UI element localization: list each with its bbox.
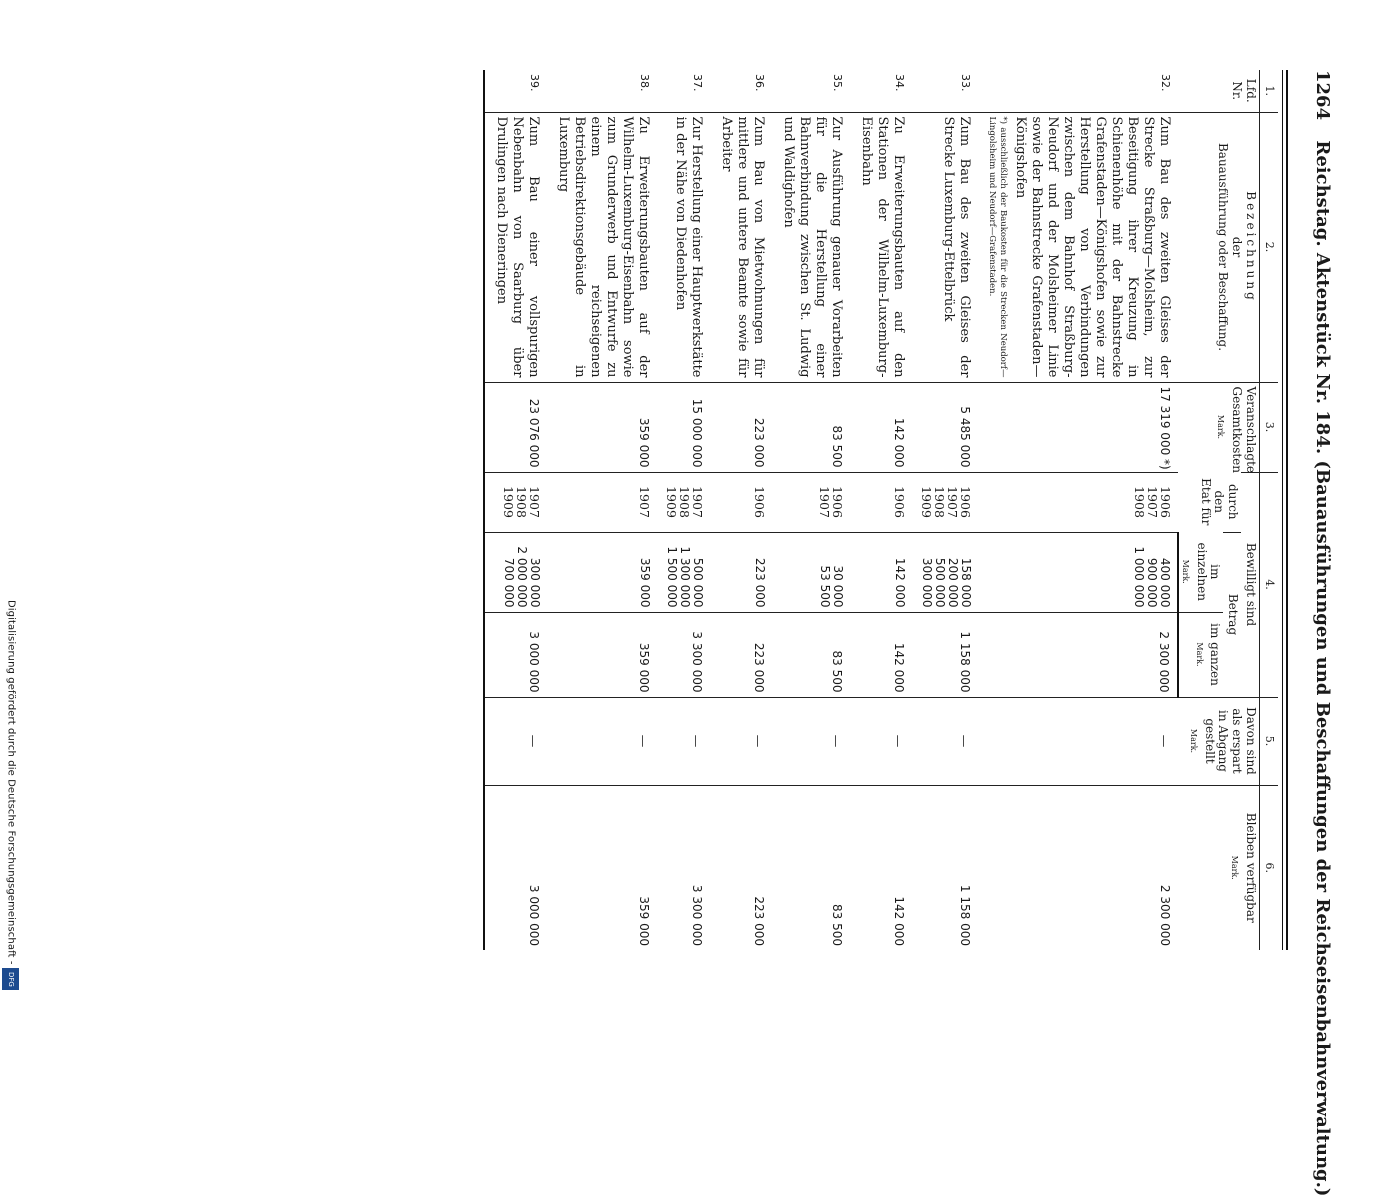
table-row (657, 70, 710, 950)
row-amount: 1 500 000 (664, 546, 679, 608)
row-years (484, 472, 547, 532)
row-description-text: Zum Bau des zweiten Gleises der Strecke Luxemburg-Ettelbrück (940, 116, 972, 378)
table-row (710, 70, 772, 950)
table-bottom-rule-cell (475, 70, 484, 950)
row-total-approved: 2 300 000 (978, 612, 1178, 697)
row-available: 223 000 (710, 785, 772, 950)
table-row (912, 70, 978, 950)
header-gesamtkosten (1178, 382, 1260, 472)
row-number: 38. (637, 74, 651, 92)
row-amount: 359 000 (637, 557, 652, 608)
header-bewilligt: Bewilligt sind (1241, 472, 1259, 697)
header-im-ganzen-label: im ganzen (1208, 623, 1223, 686)
row-available: 359 000 (547, 785, 657, 950)
col-number-5: 5. (1260, 697, 1279, 785)
row-description (657, 112, 710, 382)
row-available: 2 300 000 (978, 785, 1178, 950)
row-year: 1906 (957, 486, 973, 518)
header-gesamtkosten-label: Veranschlagte Gesamtkosten (1230, 386, 1258, 474)
row-available: 83 500 (772, 785, 850, 950)
row-number: 32. (1158, 74, 1172, 92)
row-total-cost: 23 076 000 (484, 382, 547, 472)
unit-label: Mark. (1216, 414, 1226, 440)
row-amounts (772, 532, 850, 612)
row-years (772, 472, 850, 532)
row-footnote: *) ausschließlich der Baukosten für die Strecken Neudorf—Lingolsheim und Neudorf—Grafenstaden. (986, 116, 1008, 378)
header-bezeichnung-line1: Bezeichnung (1244, 191, 1258, 303)
row-total-cost: 17 319 000 *) (978, 382, 1178, 472)
header-verfuegbar-label: Bleiben verfügbar (1244, 812, 1258, 923)
row-saved: — (850, 697, 912, 785)
row-year: 1906 (891, 486, 907, 518)
row-description-text: Zum Bau des zweiten Gleises der Strecke Straßburg—Molsheim, zur Beseitigung ihrer Kreuzung in Schienenhöhe mit der Bahnstrecke Grafenstaden—Königshofen sowie zur Herstellung von Verbindungen zwischen dem Bahnhof Straßburg-Neudorf und der Molsheimer Linie sowie der Bahnstrecke Grafenstaden—Königshofen (1012, 116, 1172, 378)
row-available: 1 158 000 (912, 785, 978, 950)
row-year: 1906 (1157, 486, 1173, 518)
row-description-text: Zum Bau von Mietwohnungen für mittlere und untere Beamte sowie für Arbeiter (718, 116, 766, 378)
row-available: 3 300 000 (657, 785, 710, 950)
row-description (710, 112, 772, 382)
row-amount: 200 000 (945, 557, 960, 608)
row-amounts (850, 532, 912, 612)
col-number-4: 4. (1260, 472, 1279, 697)
row-amount: 53 500 (817, 565, 832, 608)
row-saved: — (547, 697, 657, 785)
table-row (772, 70, 850, 950)
row-year: 1908 (1131, 486, 1147, 518)
dfg-logo-icon: DFG (2, 968, 19, 990)
row-amount: 1 300 000 (677, 546, 692, 608)
row-description (912, 112, 978, 382)
table-bottom-rule (475, 70, 484, 950)
row-amounts (912, 532, 978, 612)
row-description (978, 112, 1178, 382)
row-years (912, 472, 978, 532)
page-header (1304, 70, 1340, 1196)
row-total-cost: 359 000 (547, 382, 657, 472)
table-row (484, 70, 547, 950)
row-amount: 223 000 (752, 557, 767, 608)
unit-label: Mark. (1180, 559, 1190, 584)
row-amount: 142 000 (892, 557, 907, 608)
row-years (547, 472, 657, 532)
row-amounts (657, 532, 710, 612)
row-description-text: Zu Erweiterungsbauten auf der Wilhelm-Luxemburg-Eisenbahn sowie zum Grunderwerb und Entwurfe zu einem reichseigenen Betriebsdirektionsgebäude in Luxemburg (555, 116, 651, 378)
row-available: 142 000 (850, 785, 912, 950)
row-saved: — (484, 697, 547, 785)
header-im-einzelnen (1178, 532, 1224, 612)
row-saved: — (657, 697, 710, 785)
header-erspart (1178, 697, 1260, 785)
header-verfuegbar (1178, 785, 1260, 950)
unit-label: Mark. (1194, 642, 1204, 667)
header-bezeichnung-line2: der (1230, 236, 1245, 258)
row-years (850, 472, 912, 532)
row-years (657, 472, 710, 532)
row-number: 34. (892, 74, 906, 92)
header-im-ganzen (1178, 612, 1224, 697)
column-header-row-1 (1241, 70, 1259, 950)
row-year: 1907 (526, 486, 542, 518)
row-year: 1907 (636, 486, 652, 518)
col-number-2: 2. (1260, 112, 1279, 382)
row-number: 35. (830, 74, 844, 92)
row-description-text: Zum Bau einer vollspurigen Nebenbahn von Saarburg über Drulingen nach Dieneringen (493, 116, 541, 378)
row-amount: 500 000 (932, 557, 947, 608)
row-total-approved: 83 500 (772, 612, 850, 697)
row-years (978, 472, 1178, 532)
table-row (850, 70, 912, 950)
table-body (475, 70, 1178, 950)
row-amount: 158 000 (958, 557, 973, 608)
row-amount: 300 000 (527, 557, 542, 608)
row-year: 1908 (676, 486, 692, 518)
unit-label: Mark. (1230, 855, 1240, 880)
sidebar-credit (0, 600, 22, 1000)
col-number-6: 6. (1260, 785, 1279, 950)
row-total-approved: 1 158 000 (912, 612, 978, 697)
header-lfd-nr: Lfd. Nr. (1230, 78, 1258, 103)
row-year: 1909 (663, 486, 679, 518)
row-year: 1906 (751, 486, 767, 518)
row-total-cost: 15 000 000 (657, 382, 710, 472)
row-amount: 700 000 (501, 557, 516, 608)
row-total-approved: 223 000 (710, 612, 772, 697)
row-amount: 400 000 (1157, 557, 1172, 608)
row-number: 37. (690, 74, 704, 92)
row-year: 1906 (829, 486, 845, 518)
page-number: 1264 (1312, 70, 1333, 121)
col-number-3: 3. (1260, 382, 1279, 472)
row-total-approved: 359 000 (547, 612, 657, 697)
rotated-document-page (60, 70, 1340, 1196)
row-year: 1908 (513, 486, 529, 518)
row-description (484, 112, 547, 382)
table-row (547, 70, 657, 950)
digitization-credit-text: Digitalisierung gefördert durch die Deutsche Forschungsgemeinschaft - (5, 600, 17, 965)
row-number: 39. (527, 74, 541, 92)
col-number-1: 1. (1260, 70, 1279, 112)
row-year: 1907 (689, 486, 705, 518)
row-saved: — (710, 697, 772, 785)
row-year: 1907 (1144, 486, 1160, 518)
row-number: 36. (752, 74, 766, 92)
row-total-cost: 142 000 (850, 382, 912, 472)
row-description (547, 112, 657, 382)
header-im-einzelnen-label: im einzelnen (1194, 542, 1223, 601)
row-total-cost: 223 000 (710, 382, 772, 472)
table-row (978, 70, 1178, 950)
row-amount: 1 000 000 (1131, 546, 1146, 608)
header-rule (1282, 70, 1288, 950)
row-description (772, 112, 850, 382)
row-description-text: Zur Ausführung genauer Vorarbeiten für die Herstellung einer Bahnverbindung zwischen St. Ludwig und Waldighofen (780, 116, 844, 378)
row-amount: 300 000 (919, 557, 934, 608)
row-total-approved: 3 000 000 (484, 612, 547, 697)
row-year: 1909 (500, 486, 516, 518)
page-title: Reichstag. Aktenstück Nr. 184. (Bauausführungen und Beschaffungen der Reichseisenbahnverwaltung.) (1312, 140, 1333, 1196)
row-description-text: Zu Erweiterungsbauten auf den Stationen der Wilhelm-Luxemburg-Eisenbahn (858, 116, 906, 378)
header-etat-fuer: durch den Etat für (1198, 478, 1241, 526)
row-saved: — (912, 697, 978, 785)
header-bezeichnung (1178, 112, 1260, 382)
row-year: 1907 (816, 486, 832, 518)
row-amounts (484, 532, 547, 612)
row-year: 1908 (931, 486, 947, 518)
header-betrag: Betrag (1223, 532, 1241, 697)
row-year: 1909 (918, 486, 934, 518)
row-number: 33. (958, 74, 972, 92)
row-total-cost: 83 500 (772, 382, 850, 472)
header-bezeichnung-line3: Bauausführung oder Beschaffung. (1216, 142, 1231, 352)
row-years (710, 472, 772, 532)
row-amount: 900 000 (1144, 557, 1159, 608)
row-amounts (710, 532, 772, 612)
row-description-text: Zur Herstellung einer Hauptwerkstätte in der Nähe von Diedenhofen (672, 116, 704, 378)
column-number-row (1260, 70, 1279, 950)
unit-label: Mark. (1188, 728, 1198, 754)
row-saved: — (978, 697, 1178, 785)
row-available: 3 000 000 (484, 785, 547, 950)
row-amount: 500 000 (690, 557, 705, 608)
row-amount: 2 000 000 (514, 546, 529, 608)
row-description (850, 112, 912, 382)
header-erspart-label: Davon sind als erspart in Abgang gestellt (1202, 707, 1258, 775)
row-saved: — (772, 697, 850, 785)
row-amounts (547, 532, 657, 612)
row-year: 1907 (944, 486, 960, 518)
row-amount: 30 000 (830, 565, 845, 608)
row-total-approved: 3 300 000 (657, 612, 710, 697)
row-total-cost: 5 485 000 (912, 382, 978, 472)
budget-table (475, 70, 1278, 950)
row-total-approved: 142 000 (850, 612, 912, 697)
row-amounts (978, 532, 1178, 612)
